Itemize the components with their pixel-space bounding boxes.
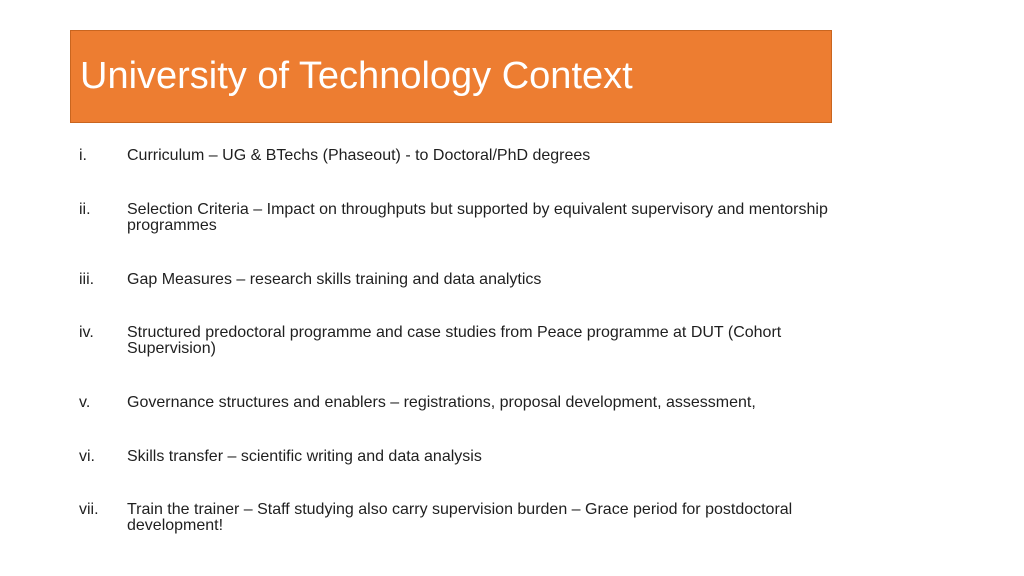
list-item-text: Structured predoctoral programme and case studies from Peace programme at DUT (Cohort Supervision): [127, 324, 782, 357]
list-item-text: Selection Criteria – Impact on throughputs but supported by equivalent supervisory and mentorship programmes: [127, 201, 828, 234]
list-item-number: v.: [79, 394, 91, 411]
list-item-number: vi.: [79, 448, 95, 465]
slide-title: University of Technology Context: [80, 55, 633, 97]
list-item-text: Gap Measures – research skills training and data analytics: [127, 271, 542, 288]
list-item-text: Skills transfer – scientific writing and data analysis: [127, 448, 482, 465]
list-item-text: Curriculum – UG & BTechs (Phaseout) - to Doctoral/PhD degrees: [127, 147, 591, 164]
list-item-number: iv.: [79, 324, 94, 341]
list-item-text: Train the trainer – Staff studying also carry supervision burden – Grace period for postdoctoral development!: [127, 501, 793, 534]
list-item-text: Governance structures and enablers – registrations, proposal development, assessment,: [127, 394, 756, 411]
list-item-number: i.: [79, 147, 87, 164]
list-item-number: vii.: [79, 501, 99, 518]
list-item-number: ii.: [79, 201, 91, 218]
title-banner: [70, 30, 832, 123]
list-item-number: iii.: [79, 271, 95, 288]
